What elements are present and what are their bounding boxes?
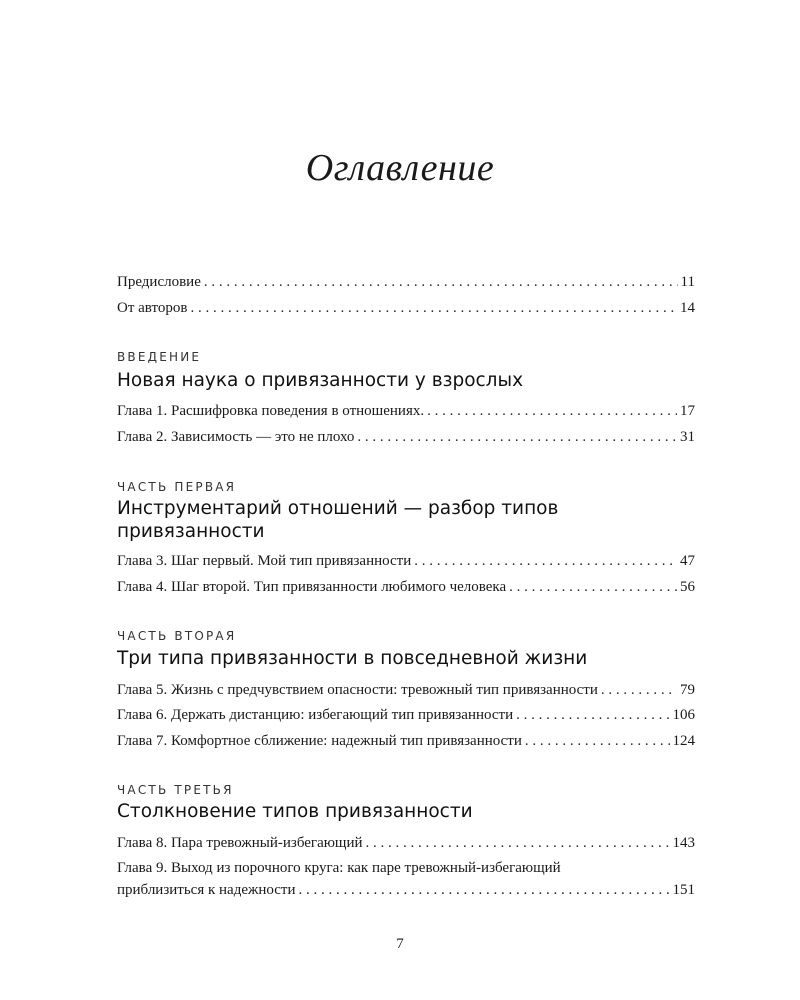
entry-page-number: 11 xyxy=(680,274,695,290)
toc-entry-chapter-5[interactable] xyxy=(117,680,695,700)
dot-leader xyxy=(299,879,670,901)
section-kicker: ВВЕДЕНИЕ xyxy=(117,350,202,364)
entry-page-number: 14 xyxy=(680,300,695,316)
entry-page-number: 47 xyxy=(680,553,695,569)
page-title: Оглавление xyxy=(305,147,495,189)
section-kicker: ЧАСТЬ ТРЕТЬЯ xyxy=(117,783,234,797)
dot-leader xyxy=(516,705,669,725)
entry-label: От авторов xyxy=(117,300,188,316)
dot-leader xyxy=(509,577,677,597)
dot-leader xyxy=(366,833,670,853)
entry-label: Глава 9. Выход из порочного круга: как паре тревожный-избегающий xyxy=(117,860,561,876)
section-heading-line: Инструментарий отношений — разбор типов xyxy=(117,498,559,519)
section-heading: Столкновение типов привязанности xyxy=(117,801,473,822)
entry-page-number: 17 xyxy=(680,403,695,419)
entry-label: Глава 3. Шаг первый. Мой тип привязанности xyxy=(117,553,412,569)
dot-leader xyxy=(601,680,677,700)
section-heading: Новая наука о привязанности у взрослых xyxy=(117,370,524,391)
section-heading: Три типа привязанности в повседневной жизни xyxy=(117,648,588,669)
section-heading xyxy=(117,497,695,543)
toc-entry-authors[interactable] xyxy=(117,298,695,318)
entry-label: Глава 2. Зависимость — это не плохо xyxy=(117,429,355,445)
toc-entry-chapter-8[interactable] xyxy=(117,833,695,853)
entry-page-number: 151 xyxy=(672,882,695,898)
entry-label: Глава 5. Жизнь с предчувствием опасности: тревожный тип привязанности xyxy=(117,682,598,698)
entry-page-number: 143 xyxy=(672,835,695,851)
entry-page-number: 106 xyxy=(672,707,695,723)
toc-entry-chapter-3[interactable] xyxy=(117,551,695,571)
section-heading-line: привязанности xyxy=(117,521,265,542)
dot-leader xyxy=(414,551,677,571)
dot-leader xyxy=(525,731,670,751)
toc-entry-chapter-6[interactable] xyxy=(117,705,695,725)
section-kicker: ЧАСТЬ ВТОРАЯ xyxy=(117,629,237,643)
toc-entry-chapter-1[interactable] xyxy=(117,401,695,421)
toc-entry-chapter-2[interactable] xyxy=(117,427,695,447)
entry-label: Предисловие xyxy=(117,274,201,290)
entry-page-number: 56 xyxy=(680,579,695,595)
entry-page-number: 79 xyxy=(680,682,695,698)
dot-leader xyxy=(190,298,677,318)
entry-label-continued: приблизиться к надежности xyxy=(117,882,296,898)
entry-label: Глава 8. Пара тревожный-избегающий xyxy=(117,835,363,851)
entry-label: Глава 1. Расшифровка поведения в отношениях. xyxy=(117,403,425,419)
dot-leader xyxy=(427,401,677,421)
entry-page-number: 31 xyxy=(680,429,695,445)
entry-label: Глава 7. Комфортное сближение: надежный тип привязанности xyxy=(117,733,522,749)
toc-entry-preface[interactable] xyxy=(117,272,695,292)
toc-entry-chapter-4[interactable] xyxy=(117,577,695,597)
dot-leader xyxy=(357,427,677,447)
footer-page-number: 7 xyxy=(396,936,404,952)
toc-entry-chapter-7[interactable] xyxy=(117,731,695,751)
toc-entry-chapter-9[interactable] xyxy=(117,857,695,901)
entry-label: Глава 4. Шаг второй. Тип привязанности любимого человека xyxy=(117,579,507,595)
section-kicker: ЧАСТЬ ПЕРВАЯ xyxy=(117,480,237,494)
dot-leader xyxy=(204,272,678,292)
entry-label: Глава 6. Держать дистанцию: избегающий тип привязанности xyxy=(117,707,514,723)
entry-page-number: 124 xyxy=(672,733,695,749)
